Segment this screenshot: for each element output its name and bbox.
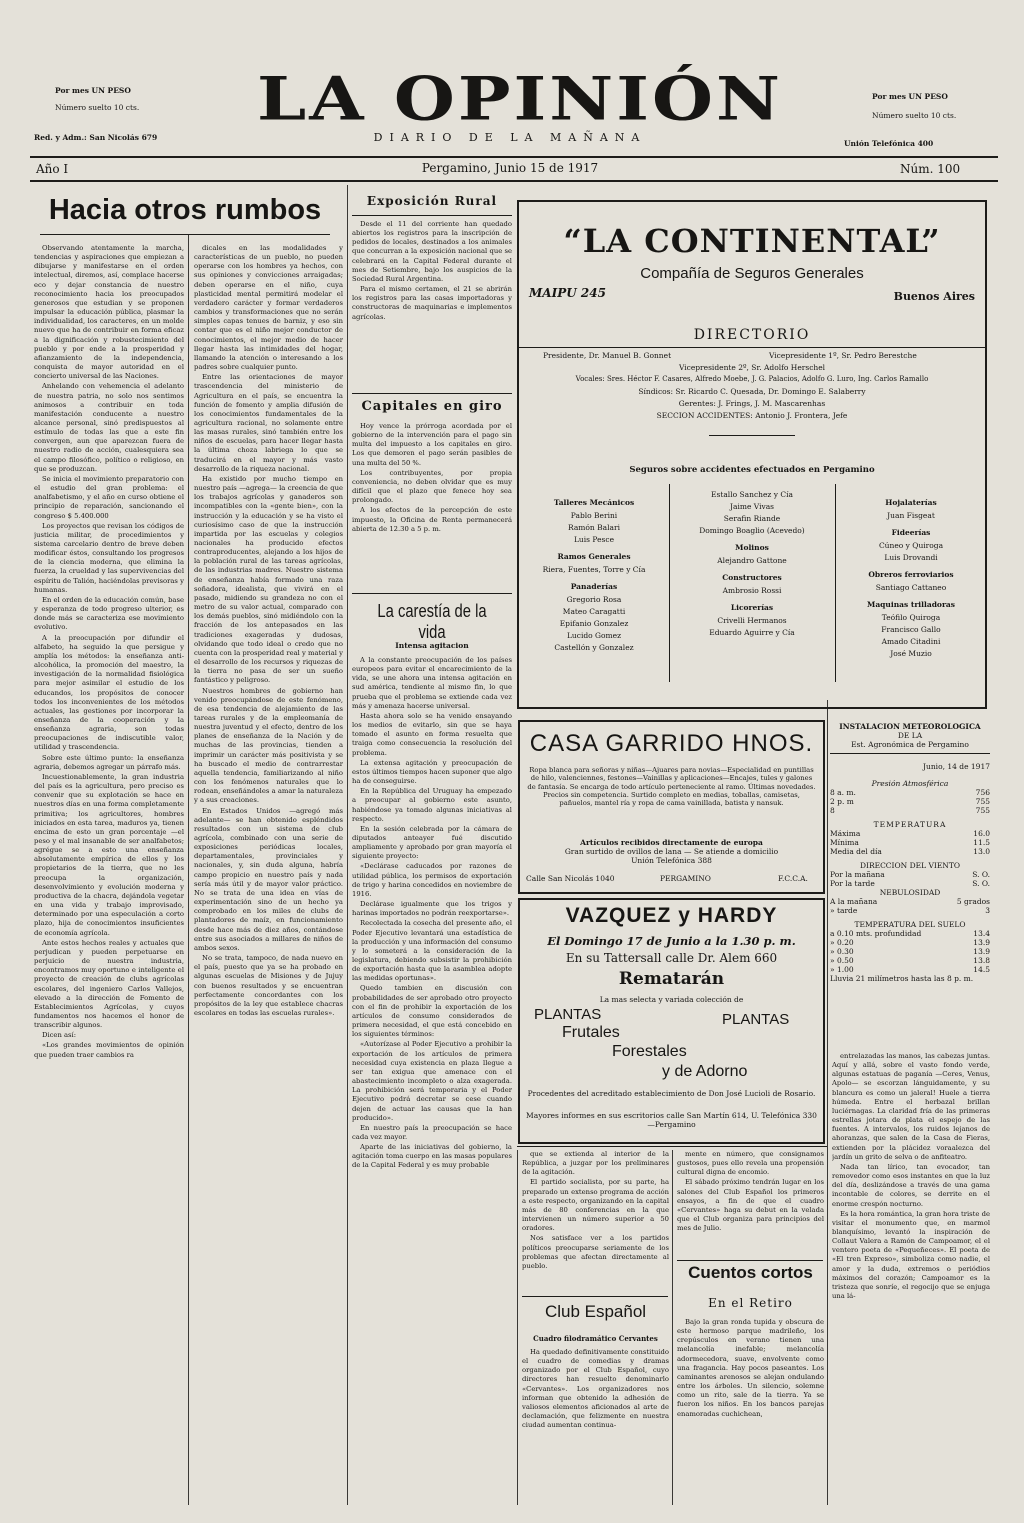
paragraph: Los contribuyentes, por propia conveniencia, no deben olvidar que es muy difícil que el plazo que fenece hoy sea prolongado.	[352, 468, 512, 505]
meteo-de-la: DE LA	[897, 731, 923, 740]
paragraph: Aparte de las iniciativas del gobierno, la agitación toma cuerpo en las masas populares de la Capital Federal y es muy probable	[352, 1143, 512, 1170]
insured-name: José Muzio	[890, 649, 932, 658]
trade-heading: Molinos	[735, 543, 769, 552]
insured-name: Ambrosio Rossi	[722, 586, 782, 595]
continental-presidente: Presidente, Dr. Manuel B. Gonnet	[543, 351, 672, 360]
paragraph: mente en número, que consignamos gustosos, pues ello revela una propensión cultural digna de encomio.	[677, 1150, 824, 1177]
vazquez-place: En su Tattersall calle Dr. Alem 660	[565, 951, 778, 965]
paragraph: En la República del Uruguay ha empezado a preocupar al gobierno este asunto, habiéndose ya tomado algunas iniciativas al respecto.	[352, 787, 512, 823]
vazquez-info: Mayores informes en sus escritorios calle San Martín 614, U. Telefónica 330—Pergamino	[526, 1111, 817, 1129]
paragraph: En Estados Unidos —agregó más adelante— se han obtenido espléndidos resultados con un sistema de club agrícola, combinado con una serie de exposiciones periódicas locales, departamentales, provinciales y nacionales, y, sin duda alguna, habría campo propicio en nuestro país y nada sería más útil y de mayor valor práctico. No se trata de una idea en vías de experimentación sino de un hecho ya comprobado en los miles de clubs de plantadores de maíz, en funcionamiento desde hace más de diez años, contándose entre sus asociados a millares de niños de ambos sexos.	[194, 806, 343, 952]
insured-name: Luis Drovandi	[884, 553, 938, 562]
vazquez-title: VAZQUEZ y HARDY	[565, 904, 778, 927]
paragraph: dicales en las modalidades y características de un pueblo, no pueden operarse con los hombres ya hechos, con sus opiniones y convicciones arraigadas; deben operarse en el niño, cuya plasticidad mental permitirá modelar el verdadero carácter y formar verdaderos cambios y transformaciones que no serán simples capas tenues de barniz, y eso sin contar que es el niño mejor conductor de conocimientos, el mejor medio de hacer llegar hasta las intimidades del hogar, llamando la atención o interesando a los padres sobre cualquier punto.	[194, 244, 343, 372]
garrido-text: Ropa blanca para señoras y niñas—Ajuares para novias—Especialidad en puntillas de hilo, valenciennes, festones—Vainillas y aplicaciones—Encajes, tules y galones de fantasía. Se encarga de todo artículo perteneciente al ramo. Últimas novedades. Precios sin competencia. Surtido completo en medias, toballas, camisetas, pañuelos, mantel ría y ropa de cama vainillada, batista y nansuk.	[527, 766, 816, 808]
headline-exposicion-rural: Exposición Rural	[366, 194, 498, 208]
meteo-suelo-rows	[830, 929, 990, 974]
insured-name: Cúneo y Quiroga	[878, 541, 944, 550]
paragraph: Quedo tambien en discusión con probabilidades de ser aprobado otro proyecto con el fin de prohibir la exportación de los artículos de consumo considerados de primera necesidad, el que está concebido en los siguientes términos:	[352, 984, 512, 1039]
ad-la-continental	[517, 200, 987, 709]
meteo-row: » tarde 3	[830, 906, 990, 915]
paragraph: Entre las orientaciones de mayor trascendencia del ministerio de Agricultura en el país, se encuentra la función de fomento y amplia difusión de los conocimientos fundamentales de la agricultura racional, no solamente entre las masas rurales, sinó también entre los niños de escuelas, para hacer llegar hasta la última choza labriega lo que se traducirá en el mayor y más vasto desarrollo de la riqueza nacional.	[194, 373, 343, 473]
paragraph: Ha quedado definitivamente constituido el cuadro de comedias y dramas organizado por el Club Español, cuyo directores han resuelto denominarlo «Cervantes». Los organizadores nos informan que obtenido la adhesión de valiosos elementos aficionados al arte de declamación, que felizmente en nuestra ciudad aumentan continua-	[522, 1348, 669, 1430]
paragraph: Declárase igualmente que los trigos y harinas importados no podrán reexportarse».	[352, 900, 512, 918]
meteo-table	[830, 722, 990, 983]
paragraph: Nada tan lírico, tan evocador, tan removedor como esos instantes en que la luz del día, deslizándose a través de una gama incontable de colores, se derrite en el enorme crespón nocturno.	[832, 1162, 990, 1208]
continental-accidents-title: Seguros sobre accidentes efectuados en Pergamino	[629, 465, 875, 475]
vazquez-forestales: Forestales	[612, 1043, 687, 1060]
meteo-row: 8 a. m. 756	[830, 788, 990, 797]
newspaper-subtitle: DIARIO DE LA MAÑANA	[373, 131, 647, 144]
continental-list-a	[529, 490, 659, 655]
dateline-number: Núm. 100	[900, 162, 961, 176]
meteo-temperatura-title: TEMPERATURA	[873, 820, 947, 829]
garrido-bold-line: Artículos recibidos directamente de europa	[580, 838, 763, 847]
vazquez-remataran: Rematarán	[618, 969, 725, 989]
meteo-row: Mínima 11.5	[830, 838, 990, 847]
article-hacia-otros-rumbos	[34, 244, 184, 1502]
meteo-lluvia: Lluvia 21 milímetros hasta las 8 p. m.	[830, 974, 974, 983]
insured-name: Santiago Cattaneo	[875, 583, 947, 592]
meteo-row: A la mañana 5 grados	[830, 897, 990, 906]
insured-name: Estallo Sanchez y Cía	[711, 490, 793, 499]
paragraph: Anhelando con vehemencia el adelanto de nuestra patria, no solo nos sentimos animosos a contribuir en toda manifestación conducente a nuestro alcance personal, sinó predispuestos al estímulo de todas las que a este fin convergen, aun que aparezcan fuera de nuestro radio de acción, cualesquiera sea el campo filosófico, político o religioso, en que se produzcan.	[34, 382, 184, 473]
garrido-address: Calle San Nicolás 1040	[526, 874, 615, 883]
article-en-el-retiro-cont	[832, 1052, 990, 1502]
ad-vazquez-hardy	[518, 898, 825, 1144]
trade-heading: Constructores	[722, 573, 782, 582]
continental-gerentes: Gerentes: J. Frings, J. M. Mascarenhas	[678, 399, 826, 408]
meteo-row: 8 755	[830, 806, 990, 815]
paragraph: Sobre este último punto: la enseñanza agraria, debemos agregar un párrafo más.	[34, 753, 184, 771]
insured-name: Serafin Riande	[723, 514, 781, 523]
continental-directorio: DIRECTORIO	[693, 327, 811, 343]
meteo-nebulosidad-rows	[830, 897, 990, 915]
paragraph: Bajo la gran ronda tupida y obscura de este hermoso parque madrileño, los crepúsculos en verano tienen una melancolía inefable; melancolía adormecedora, suave, envolvente como una fragancia. Hay pocos paseantes. Los caminantes arenosos se alejan ondulando entre los árboles. Un silencio, solemne como un rito, sale de la tierra. Ya se fueron los niños. En los bancos parejas enamoradas cuchichean,	[677, 1318, 824, 1418]
meteo-date: Junio, 14 de 1917	[923, 762, 990, 771]
meteo-row: Máxima 16.0	[830, 829, 990, 838]
continental-subtitle: Compañía de Seguros Generales	[640, 265, 864, 282]
garrido-line2: Gran surtido de ovillos de lana — Se atiende a domicilio	[564, 847, 779, 856]
article-exposicion-rural	[352, 220, 512, 390]
headline-club-espanol: Club Español	[544, 1302, 647, 1321]
garrido-phone: Unión Telefónica 388	[631, 856, 712, 865]
paragraph: A la constante preocupación de los países europeos para evitar el encarecimiento de la vida, se une ahora una intensa agitación en sud américa, tendiente al mismo fin, lo que prueba que el problema se extiende cada vez más y amenaza hacerse universal.	[352, 656, 512, 710]
trade-heading: Fideerías	[891, 528, 931, 537]
dateline-year: Año I	[36, 162, 69, 176]
meteo-row: » 0.30 13.9	[830, 947, 990, 956]
masthead-phone: Unión Telefónica 400	[844, 139, 934, 148]
paragraph: Recolectada la cosecha del presente año, el Poder Ejecutivo levantará una estadística de la producción y una información del consumo y lo someterá a la consideración de la legislatura, debiendo subsistir la prohibición de exportación hasta que la asamblea adopte las medidas oportunas».	[352, 919, 512, 983]
dateline-date: Pergamino, Junio 15 de 1917	[421, 161, 599, 175]
paragraph: Se inicia el movimiento preparatorio con el estudio del gran problema: el analfabetismo, y el año en curso obtiene el principio de reparación, sancionando el congreso $ 5.400.000	[34, 474, 184, 520]
paragraph: La extensa agitación y preocupación de estos últimos tiempos hacen suponer que algo ha de conseguirse.	[352, 758, 512, 786]
insured-name: Jaime Vivas	[729, 502, 775, 511]
paragraph: El partido socialista, por su parte, ha preparado un extenso programa de acción a este respecto, organizando en la capital más de 80 conferencias en la que intervienen un número superior a 50 oradores.	[522, 1178, 669, 1233]
paragraph: «Autorízase al Poder Ejecutivo a prohibir la exportación de los artículos de primera necesidad cuya existencia en plaza llegue a ser tan exigua que amenace con el abastecimiento incompleto o alza exagerada. La prohibición será temporaria y el Poder Ejecutivo podrá decretar se cese cuando dejen de actuar las causas que la han producido».	[352, 1040, 512, 1122]
paragraph: En nuestro país la preocupación se hace cada vez mayor.	[352, 1123, 512, 1141]
trade-heading: Licorerías	[730, 603, 774, 612]
paragraph: Hasta ahora solo se ha venido ensayando los medios de evitarlo, sin que se haya tomado el asunto en forma resuelta que traiga como consecuencia la resolución del problema.	[352, 711, 512, 757]
masthead-right-number: Número suelto 10 cts.	[872, 111, 957, 120]
meteo-temperatura-rows	[830, 829, 990, 856]
masthead-address: Red. y Adm.: San Nicolás 679	[34, 133, 158, 142]
insured-name: Domingo Boaglio (Acevedo)	[699, 526, 805, 535]
meteo-suelo-title: TEMPERATURA DEL SUELO	[854, 920, 966, 929]
insured-name: Amado Citadini	[881, 637, 941, 646]
insured-name: Luis Pesce	[573, 535, 615, 544]
masthead-right-price: Por mes UN PESO	[872, 92, 948, 101]
meteo-row: » 0.20 13.9	[830, 938, 990, 947]
masthead-left-number: Número suelto 10 cts.	[55, 103, 140, 112]
paragraph: «Declárase caducados por razones de utilidad pública, los permisos de exportación de trigo y harina concedidos en noviembre de 1916.	[352, 862, 512, 898]
meteo-presion-title: Presión Atmosférica	[871, 779, 949, 788]
vazquez-procedencia: Procedentes del acreditado establecimiento de Don José Lucioli de Rosario.	[527, 1089, 816, 1098]
article-carestia	[352, 656, 512, 1502]
vazquez-de-adorno: y de Adorno	[662, 1063, 748, 1080]
subhead-carestia: Intensa agitacion	[395, 641, 469, 650]
meteo-title: INSTALACION METEOROLOGICA	[839, 722, 981, 731]
meteo-row: Media del día 13.0	[830, 847, 990, 856]
insured-name: Riera, Fuentes, Torre y Cía	[542, 565, 646, 574]
paragraph: Hoy vence la prórroga acordada por el gobierno de la intervención para el pago sin multa del impuesto a los capitales en giro. Los que demoren el pago serán pasibles de una multa del 50 %.	[352, 422, 512, 467]
trade-heading: Ramos Generales	[557, 552, 631, 561]
insured-name: Teófilo Quiroga	[881, 613, 941, 622]
headline-cuentos-cortos: Cuentos cortos	[688, 1263, 813, 1282]
vazquez-date: El Domingo 17 de Junio a la 1.30 p. m.	[547, 934, 796, 948]
meteo-row: 2 p. m 755	[830, 797, 990, 806]
paragraph: Observando atentamente la marcha, tendencias y aspiraciones que empiezan a dibujarse y manifestarse en el orden intelectual, diremos, así, complace hacerse eco y dejar constancia de nuestro reconocimiento hacia los preocupados generosos que estudian y se proponen impulsar la educación pública, plasmar la individualidad, los caracteres, en un molde nuevo que ha de contribuir en forma eficaz a la dignificación y robustecimiento del pueblo y por ende a la prosperidad y afianzamiento de la independencia, conquista de mayor autoridad en el concierto universal de las Naciones.	[34, 244, 184, 381]
insured-name: Crivelli Hermanos	[717, 616, 787, 625]
vazquez-frutales: Frutales	[562, 1024, 620, 1041]
paragraph: Desde el 11 del corriente han quedado abiertos los registros para la inscripción de pedidos de locales, destinados a los animales que concurran a la exposición nacional que se celebrará en la Capital Federal durante el mes de Setiembre, bajo los auspicios de la Sociedad Rural Argentina.	[352, 220, 512, 283]
paragraph: A los efectos de la percepción de este impuesto, la Oficina de Renta permanecerá abierta de 12.30 a 5 p. m.	[352, 506, 512, 533]
trade-heading: Maquinas trilladoras	[867, 600, 955, 609]
meteo-viento-rows	[830, 870, 990, 888]
paragraph: entrelazadas las manos, las cabezas juntas. Aquí y allá, sobre el vasto fondo verde, algunas estatuas de paganía —Ceres, Venus, Apolo— se escorzan lánguidamente, y su blancura es como un jaleral! Huele a tierra húmeda. Entre el herbazal brillan luciérnagas. La claridad fría de las primeras estrellas jotara de plata el espejo de las fuentes. A intervalos, los ruidos lejanos de ahoranzas, que salen de la Casa de Fieras, extienden por la plácidez voraalezca del jardín un grito de selva o de anfiteatro.	[832, 1052, 990, 1161]
paragraph: El sábado próximo tendrán lugar en los salones del Club Español los primeros ensayos, a fin de que el cuadro «Cervantes» haga su debut en la velada que el Club organiza para principios del mes de Julio.	[677, 1178, 824, 1233]
continental-title: “LA CONTINENTAL”	[563, 222, 941, 260]
garrido-title: CASA GARRIDO HNOS.	[529, 730, 814, 757]
article-hacia-otros-rumbos-cont	[194, 244, 343, 1502]
insured-name: Lucido Gomez	[566, 631, 622, 640]
paragraph: Incuestionablemente, la gran industria del país es la agricultura, pero preciso es convenir que su explotación se hace en nuestros días en una forma completamente primitiva; los agricultores, hombres iniciados en esta tarea, maduros ya, tienen encima de esto un gran porcentaje —el peso y el mal insanable de ser analfabetos; agrégue se a esto una enseñanza absolutamente empírica de ellos y los propietarios de la tierra, que no les preocupa la organización, desenvolvimiento y evolución moderna y productiva de la chacra, dejándola vegetar en una vida y trabajo improvisado, determinado por una especulación a corto plazo, hija de conocimientos insuficientes de economía agrícola.	[34, 772, 184, 937]
article-en-el-retiro	[677, 1318, 824, 1502]
insured-name: Epifanio Gonzalez	[559, 619, 629, 628]
continental-vicepresidente-2: Vicepresidente 2º, Sr. Adolfo Herschel	[678, 363, 826, 372]
insured-name: Juan Fisgeat	[887, 511, 935, 520]
subhead-club-espanol: Cuadro filodramático Cervantes	[533, 1334, 658, 1343]
meteo-row: » 1.00 14.5	[830, 965, 990, 974]
insured-name: Mateo Caragatti	[562, 607, 626, 616]
meteo-presion-rows	[830, 788, 990, 815]
paragraph: En el orden de la educación común, base y esperanza de todo progreso ulterior, es donde más se caracteriza ese movimiento evolutivo.	[34, 595, 184, 632]
paragraph: En la sesión celebrada por la cámara de diputados anteayer fué discutido ampliamente y aprobado por gran mayoría el siguiente proyecto:	[352, 824, 512, 861]
paragraph: Los proyectos que revisan los códigos de justicia militar, de procedimientos y sistema carcelario dentro de breve deben modificar éstos, consultando los progresos de la ciencia moderna, que elimina la fuerza, la crueldad y las supervivencias del espíritu de Talión, haciéndolas previsoras y humanas.	[34, 521, 184, 594]
article-capitales-en-giro	[352, 422, 512, 587]
meteo-estacion: Est. Agronómica de Pergamino	[851, 740, 969, 749]
meteo-viento-title: DIRECCION DEL VIENTO	[859, 861, 961, 870]
paragraph: Nuestros hombres de gobierno han venido preocupándose de este fenómeno, de esa tendencia de alejamiento de las tareas rurales y de la empleomanía de nuestra juventud y el efecto, dentro de los planes de enseñanza de la Nación y de muchas de las provincias, tienden a imprimir un carácter más positivista y se ha buscado el medio de contrarrestar aquella tendencia, familiarizando al niño con los fenómenos naturales que lo rodean, enseñándoles a amar la naturaleza y a sus creaciones.	[194, 686, 343, 805]
headline-carestia: La carestía de la vida	[377, 601, 487, 642]
article-club-espanol	[522, 1348, 669, 1502]
vazquez-plantas-left: PLANTAS	[534, 1006, 602, 1023]
continental-city: Buenos Aires	[893, 290, 975, 303]
article-carestia-cont	[522, 1150, 669, 1290]
continental-list-c	[841, 490, 981, 661]
paragraph: Para el mismo certamen, el 21 se abrirán los registros para las casas importadoras y constructoras de maquinarias e implementos agrícolas.	[352, 285, 512, 321]
garrido-rail: F.C.C.A.	[778, 874, 808, 883]
meteo-row: a 0.10 mts. profundidad 13.4	[830, 929, 990, 938]
paragraph: Ha existido por mucho tiempo en nuestro país —agrega— la creencia de que los trabajos agrícolas y ganaderos son incompatibles con la «gente bien», con la instrucción y la educación y se ha visto el curiosísimo caso de que la instrucción impartida por las escuelas y colegios nacionales ha producido efectos contraproducentes, alejando a los hijos de la población rural de las tareas agrícolas, de las industrias madres. Nuestro sistema de enseñanza había formado una raza soñadora, idealista, que vivirá en el pasado, midiendo su grandeza no con el metro de su valor actual, comparado con los demás pueblos, sinó midiéndolo con la fracción de los antepasados en las tradiciones exageradas y dudosas, olvidando que todo ideal o credo que no cuenta con la prosperidad real y material y el desarrollo de los recursos y riquezas de la tierra no pasa de ser un sueño fantástico y peligroso.	[194, 474, 343, 685]
paragraph: Ante estos hechos reales y actuales que perjudican y pueden perpetuarse en perjuicio de nuestra industria, encontramos muy oportuno e inteligente el proyecto de creación de clubs agrícolas escolares, del ingeniero Carlos Vallejos, elevado a la dirección de Fomento de Establecimientos Agrícolas, y cuyos fundamentos nos hacemos el honor de transcribir algunos.	[34, 938, 184, 1030]
meteo-row: Por la tarde S. O.	[830, 879, 990, 888]
paragraph: No se trata, tampoco, de nada nuevo en el país, puesto que ya se ha probado en algunas escuelas de Misiones y de Jujuy con buenos resultados y se encuentran perfectamente concordantes con los propósitos de la ley que establece chacras escolares en todas las escuelas rurales».	[194, 954, 343, 1017]
trade-heading: Panaderías	[570, 582, 618, 591]
insured-name: Eduardo Aguirre y Cía	[709, 628, 795, 637]
article-club-espanol-cont	[677, 1150, 824, 1250]
continental-address: MAIPU 245	[529, 286, 606, 300]
headline-capitales-en-giro: Capitales en giro	[361, 399, 503, 414]
insured-name: Gregorio Rosa	[566, 595, 622, 604]
trade-heading: Hojalaterías	[885, 498, 937, 507]
ad-casa-garrido	[518, 720, 825, 894]
meteo-row: Por la mañana S. O.	[830, 870, 990, 879]
paragraph: que se extienda al interior de la República, a juzgar por los preliminares de la agitación.	[522, 1150, 669, 1177]
meteo-row: » 0.50 13.8	[830, 956, 990, 965]
trade-heading: Talleres Mecánicos	[553, 498, 635, 507]
masthead-left-price: Por mes UN PESO	[55, 86, 131, 95]
insured-name: Alejandro Gattone	[717, 556, 787, 565]
continental-vocales: Vocales: Sres. Héctor F. Casares, Alfredo Moebe, J. G. Palacios, Adolfo G. Luro, Ing. Carlos Ramallo	[575, 375, 929, 383]
headline-hacia-otros-rumbos: Hacia otros rumbos	[48, 194, 322, 226]
continental-list-b	[677, 490, 827, 640]
paragraph: A la preocupación por difundir el alfabeto, ha seguido la que persigue y amplía los métodos: la enseñanza anti-alcohólica, la promoción del maestro, la investigación de la normalidad fisiológica para mejor asimilar el estudio de los educandos, los propósitos de conocer todos los inconvenientes de los métodos actuales, las gestiones por incorporar la enseñanza de la cooperación y la enseñanza agraria, son todas preocupaciones de indiscutible valor, utilidad y trascendencia.	[34, 633, 184, 752]
vazquez-desc: La mas selecta y variada colección de	[599, 995, 744, 1004]
continental-sindicos: Síndicos: Sr. Ricardo C. Quesada, Dr. Domingo E. Salaberry	[638, 387, 866, 396]
meteo-nebulosidad-title: NEBULOSIDAD	[879, 888, 941, 897]
insured-name: Francisco Gallo	[881, 625, 941, 634]
vazquez-plantas-right: PLANTAS	[722, 1011, 790, 1028]
paragraph: Nos satisface ver a los partidos políticos preocuparse seriamente de los problemas que afectan directamente al pueblo.	[522, 1234, 669, 1270]
insured-name: Pablo Berini	[570, 511, 618, 520]
paragraph: Es la hora romántica, la gran hora triste de visitar el monumento que, en marmol blanquísimo, levantó la inspiración de Collaut Valera a Ramón de Campoamor, el el ventero poeta de «Pequeñeces». El poeta de «El tren Expreso», simboliza como nadie, el amor y la duda, extremos o periódios máximos del corazón; Campoamor es la tristeza que sonríe, el regocijo que se enjuga una lá-	[832, 1209, 990, 1301]
insured-name: Ramón Balari	[568, 523, 620, 532]
continental-seccion-accidentes: SECCION ACCIDENTES: Antonio J. Frontera, Jefe	[656, 411, 848, 420]
continental-vicepresidente-1: Vicepresidente 1º, Sr. Pedro Berestche	[769, 351, 917, 360]
subhead-en-el-retiro: En el Retiro	[708, 1296, 793, 1310]
garrido-city: PERGAMINO	[660, 874, 711, 883]
paragraph: «Los grandes movimientos de opinión que pueden traer cambios ra	[34, 1041, 184, 1059]
insured-name: Castellón y Gonzalez	[554, 643, 634, 652]
newspaper-title: LA OPINIÓN	[257, 63, 783, 134]
trade-heading: Obreros ferroviarios	[868, 570, 954, 579]
paragraph: Dicen así:	[42, 1031, 76, 1040]
